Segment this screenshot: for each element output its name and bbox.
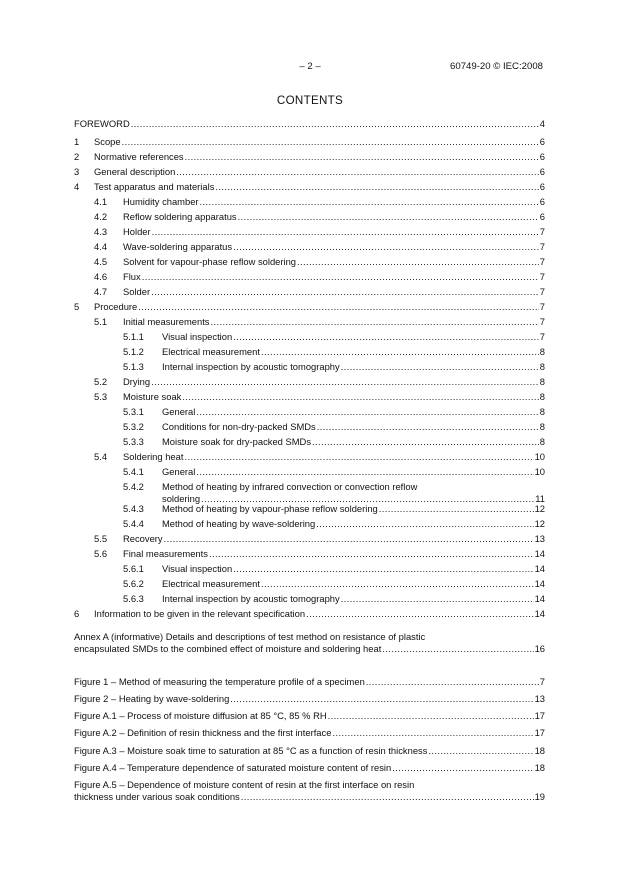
- figure-page-number: 19: [534, 791, 545, 802]
- toc-page-number: 7: [539, 241, 545, 252]
- figure-list-entry[interactable]: [74, 693, 545, 704]
- toc-entry-5-6-2[interactable]: [123, 578, 545, 589]
- toc-entry-number: 5.6.1: [123, 563, 144, 574]
- dot-leader: [428, 745, 533, 756]
- toc-page-number: 7: [539, 286, 545, 297]
- toc-page-number: 8: [539, 346, 545, 357]
- toc-entry-3[interactable]: [74, 166, 545, 177]
- toc-page-number: 10: [534, 451, 545, 462]
- dot-leader: [382, 643, 533, 654]
- toc-entry-4[interactable]: [74, 181, 545, 192]
- toc-page-number: 7: [539, 226, 545, 237]
- toc-entry-4-4[interactable]: [94, 241, 545, 252]
- dot-leader: [328, 710, 534, 721]
- toc-entry-text: Reflow soldering apparatus: [123, 211, 237, 222]
- figure-list-entry[interactable]: [74, 791, 545, 802]
- toc-entry-1[interactable]: [74, 136, 545, 147]
- toc-page-number: 8: [539, 436, 545, 447]
- toc-entry-5-1[interactable]: [94, 316, 545, 327]
- toc-entry-annex-a-line1[interactable]: Annex A (informative) Details and descriptions of test method on resistance of plastic: [74, 631, 426, 642]
- toc-entry-text: Drying: [123, 376, 151, 387]
- toc-entry-number: 4.3: [94, 226, 108, 237]
- dot-leader: [233, 241, 539, 252]
- dot-leader: [196, 466, 533, 477]
- toc-entry-number: 5.5: [94, 533, 108, 544]
- toc-entry-number: 4.6: [94, 271, 108, 282]
- toc-page-number: 6: [539, 211, 545, 222]
- figure-list-entry[interactable]: [74, 676, 545, 687]
- toc-page-number: 11: [535, 493, 545, 504]
- toc-entry-text: encapsulated SMDs to the combined effect of moisture and soldering heat: [74, 643, 382, 654]
- figure-page-number: 18: [534, 745, 545, 756]
- dot-leader: [200, 196, 539, 207]
- toc-entry-4-3[interactable]: [94, 226, 545, 237]
- toc-entry-text: Electrical measurement: [162, 346, 260, 357]
- dot-leader: [238, 211, 539, 222]
- toc-entry-number: 5.6.3: [123, 593, 144, 604]
- toc-entry-text: General description: [94, 166, 176, 177]
- toc-entry-text: Internal inspection by acoustic tomography: [162, 361, 340, 372]
- toc-entry-number: 4.5: [94, 256, 108, 267]
- toc-entry-5-6-3[interactable]: [123, 593, 545, 604]
- toc-entry-text: Soldering heat: [123, 451, 184, 462]
- toc-entry-text: Visual inspection: [162, 563, 233, 574]
- toc-entry-text: Internal inspection by acoustic tomography: [162, 593, 340, 604]
- dot-leader: [151, 286, 539, 297]
- toc-entry-number: 5.1.2: [123, 346, 144, 357]
- toc-entry-number: 5.1.3: [123, 361, 144, 372]
- toc-page-number: 12: [534, 503, 545, 514]
- toc-entry-4-6[interactable]: [94, 271, 545, 282]
- toc-entry-text: Method of heating by infrared convection or convection reflow: [162, 481, 418, 492]
- toc-entry-5-6-1[interactable]: [123, 563, 545, 574]
- toc-entry-number: 4: [74, 181, 80, 192]
- toc-entry-2[interactable]: [74, 151, 545, 162]
- toc-entry-foreword[interactable]: [74, 118, 545, 129]
- toc-page-number: 14: [534, 563, 545, 574]
- toc-entry-number: 5.4.3: [123, 503, 144, 514]
- toc-entry-text: FOREWORD: [74, 118, 130, 129]
- toc-entry-text: Scope: [94, 136, 121, 147]
- page-title: CONTENTS: [276, 94, 344, 107]
- toc-page-number: 6: [539, 151, 545, 162]
- toc-entry-5-6[interactable]: [94, 548, 545, 559]
- dot-leader: [261, 578, 534, 589]
- toc-entry-number: 5.6: [94, 548, 108, 559]
- dot-leader: [379, 503, 534, 514]
- toc-entry-text: Procedure: [94, 301, 138, 312]
- toc-page-number: 8: [539, 406, 545, 417]
- dot-leader: [316, 518, 533, 529]
- toc-entry-number: 4.2: [94, 211, 108, 222]
- dot-leader: [131, 118, 539, 129]
- toc-entry-text: Electrical measurement: [162, 578, 260, 589]
- toc-entry-text: General: [162, 466, 196, 477]
- figure-entry-text: Figure 2 – Heating by wave-soldering: [74, 693, 230, 704]
- toc-entry-number: 5.1: [94, 316, 108, 327]
- dot-leader: [241, 791, 534, 802]
- figure-entry-text: Figure A.4 – Temperature dependence of saturated moisture content of resin: [74, 762, 392, 773]
- toc-entry-text: Final measurements: [123, 548, 208, 559]
- toc-entry-text: Wave-soldering apparatus: [123, 241, 233, 252]
- dot-leader: [185, 151, 539, 162]
- toc-entry-number: 5: [74, 301, 80, 312]
- dot-leader: [138, 301, 539, 312]
- toc-entry-5-4-3[interactable]: [123, 503, 545, 514]
- toc-entry-5-4-1[interactable]: [123, 466, 545, 477]
- figure-list-entry[interactable]: [74, 710, 545, 721]
- dot-leader: [184, 451, 533, 462]
- toc-entry-text: Normative references: [94, 151, 184, 162]
- toc-page-number: 6: [539, 181, 545, 192]
- toc-entry-text: Method of heating by vapour-phase reflow soldering: [162, 503, 378, 514]
- toc-page-number: 6: [539, 196, 545, 207]
- toc-page-number: 8: [539, 361, 545, 372]
- dot-leader: [341, 593, 534, 604]
- toc-entry-number: 1: [74, 136, 80, 147]
- toc-entry-number: 3: [74, 166, 80, 177]
- dot-leader: [182, 391, 538, 402]
- toc-entry-5-4-2-line1[interactable]: [123, 481, 417, 492]
- toc-entry-text: General: [162, 406, 196, 417]
- toc-entry-4-1[interactable]: [94, 196, 545, 207]
- toc-entry-text-continued: soldering: [162, 493, 201, 504]
- toc-entry-6[interactable]: [74, 608, 545, 619]
- dot-leader: [209, 548, 534, 559]
- toc-entry-5-1-2[interactable]: [123, 346, 545, 357]
- toc-page-number: 7: [539, 271, 545, 282]
- toc-page-number: 16: [534, 643, 545, 654]
- dot-leader: [164, 533, 534, 544]
- toc-entry-5-4[interactable]: [94, 451, 545, 462]
- toc-entry-number: 5.3: [94, 391, 108, 402]
- toc-page-number: 14: [534, 578, 545, 589]
- figure-page-number: 17: [534, 710, 545, 721]
- dot-leader: [317, 421, 539, 432]
- toc-entry-number: 5.6.2: [123, 578, 144, 589]
- toc-page-number: 14: [534, 608, 545, 619]
- toc-entry-number: 5.2: [94, 376, 108, 387]
- toc-entry-5-3-1[interactable]: [123, 406, 545, 417]
- toc-entry-4-5[interactable]: [94, 256, 545, 267]
- toc-entry-text: Solder: [123, 286, 151, 297]
- page-number: – 2 –: [299, 61, 321, 72]
- toc-entry-text: Test apparatus and materials: [94, 181, 215, 192]
- figure-entry-text-continued: thickness under various soak conditions: [74, 791, 240, 802]
- dot-leader: [151, 376, 539, 387]
- dot-leader: [233, 563, 533, 574]
- toc-entry-number: 6: [74, 608, 80, 619]
- toc-page-number: 7: [539, 256, 545, 267]
- dot-leader: [261, 346, 539, 357]
- toc-entry-5-3-2[interactable]: [123, 421, 545, 432]
- toc-entry-text: Conditions for non-dry-packed SMDs: [162, 421, 316, 432]
- figure-entry-text: Figure 1 – Method of measuring the temperature profile of a specimen: [74, 676, 365, 687]
- toc-entry-5-4-4[interactable]: [123, 518, 545, 529]
- dot-leader: [122, 136, 539, 147]
- toc-entry-text: Initial measurements: [123, 316, 210, 327]
- toc-entry-4-7[interactable]: [94, 286, 545, 297]
- dot-leader: [233, 331, 539, 342]
- toc-entry-number: 5.4: [94, 451, 108, 462]
- dot-leader: [297, 256, 539, 267]
- toc-entry-text: Visual inspection: [162, 331, 233, 342]
- toc-entry-text: Moisture soak: [123, 391, 182, 402]
- figure-list-entry-line1[interactable]: Figure A.5 – Dependence of moisture content of resin at the first interface on resin: [74, 779, 415, 790]
- toc-entry-number: 4.1: [94, 196, 108, 207]
- toc-entry-text: Method of heating by wave-soldering: [162, 518, 316, 529]
- toc-page-number: 6: [539, 166, 545, 177]
- figure-list-entry[interactable]: [74, 727, 545, 738]
- toc-entry-number: 5.3.1: [123, 406, 144, 417]
- toc-entry-number: 2: [74, 151, 80, 162]
- toc-entry-text: Moisture soak for dry-packed SMDs: [162, 436, 312, 447]
- figure-page-number: 13: [534, 693, 545, 704]
- toc-entry-number: 4.4: [94, 241, 108, 252]
- toc-entry-5[interactable]: [74, 301, 545, 312]
- toc-entry-number: 5.1.1: [123, 331, 144, 342]
- dot-leader: [211, 316, 539, 327]
- toc-entry-annex-a[interactable]: [74, 643, 545, 654]
- toc-entry-number: 5.4.2: [123, 481, 144, 492]
- toc-page-number: 4: [539, 118, 545, 129]
- toc-page-number: 14: [534, 548, 545, 559]
- dot-leader: [176, 166, 538, 177]
- toc-entry-text: Flux: [123, 271, 141, 282]
- dot-leader: [152, 226, 539, 237]
- toc-page-number: 13: [534, 533, 545, 544]
- toc-entry-text: Solvent for vapour-phase reflow soldering: [123, 256, 297, 267]
- toc-page-number: 7: [539, 301, 545, 312]
- toc-page-number: 8: [539, 421, 545, 432]
- figure-page-number: 7: [539, 676, 545, 687]
- dot-leader: [341, 361, 539, 372]
- toc-entry-number: 5.4.1: [123, 466, 144, 477]
- figure-list-entry[interactable]: [74, 762, 545, 773]
- dot-leader: [215, 181, 538, 192]
- dot-leader: [142, 271, 539, 282]
- toc-entry-number: 5.4.4: [123, 518, 144, 529]
- dot-leader: [332, 727, 533, 738]
- toc-page-number: 7: [539, 331, 545, 342]
- toc-page-number: 7: [539, 316, 545, 327]
- dot-leader: [196, 406, 538, 417]
- toc-entry-text: Information to be given in the relevant specification: [94, 608, 306, 619]
- toc-entry-number: 5.3.3: [123, 436, 144, 447]
- dot-leader: [366, 676, 539, 687]
- toc-entry-5-5[interactable]: [94, 533, 545, 544]
- toc-entry-5-1-3[interactable]: [123, 361, 545, 372]
- toc-entry-text: Holder: [123, 226, 151, 237]
- toc-entry-number: 4.7: [94, 286, 108, 297]
- figure-entry-text: Figure A.2 – Definition of resin thickness and the first interface: [74, 727, 332, 738]
- toc-page-number: 14: [534, 593, 545, 604]
- toc-page-number: 12: [534, 518, 545, 529]
- figure-page-number: 18: [534, 762, 545, 773]
- dot-leader: [306, 608, 534, 619]
- toc-page-number: 10: [534, 466, 545, 477]
- figure-entry-text: Figure A.1 – Process of moisture diffusion at 85 °C, 85 % RH: [74, 710, 327, 721]
- figure-entry-text: Figure A.3 – Moisture soak time to saturation at 85 °C as a function of resin thickness: [74, 745, 428, 756]
- toc-entry-4-2[interactable]: [94, 211, 545, 222]
- toc-entry-text: Recovery: [123, 533, 163, 544]
- toc-entry-number: 5.3.2: [123, 421, 144, 432]
- toc-page-number: 6: [539, 136, 545, 147]
- toc-entry-text: Humidity chamber: [123, 196, 199, 207]
- dot-leader: [392, 762, 533, 773]
- standard-reference: 60749-20 © IEC:2008: [450, 61, 543, 72]
- dot-leader: [312, 436, 539, 447]
- dot-leader: [230, 693, 533, 704]
- figure-page-number: 17: [534, 727, 545, 738]
- toc-page-number: 8: [539, 376, 545, 387]
- toc-entry-5-3-3[interactable]: [123, 436, 545, 447]
- toc-entry-5-3[interactable]: [94, 391, 545, 402]
- toc-entry-5-1-1[interactable]: [123, 331, 545, 342]
- toc-entry-5-2[interactable]: [94, 376, 545, 387]
- figure-list-entry[interactable]: [74, 745, 545, 756]
- toc-page-number: 8: [539, 391, 545, 402]
